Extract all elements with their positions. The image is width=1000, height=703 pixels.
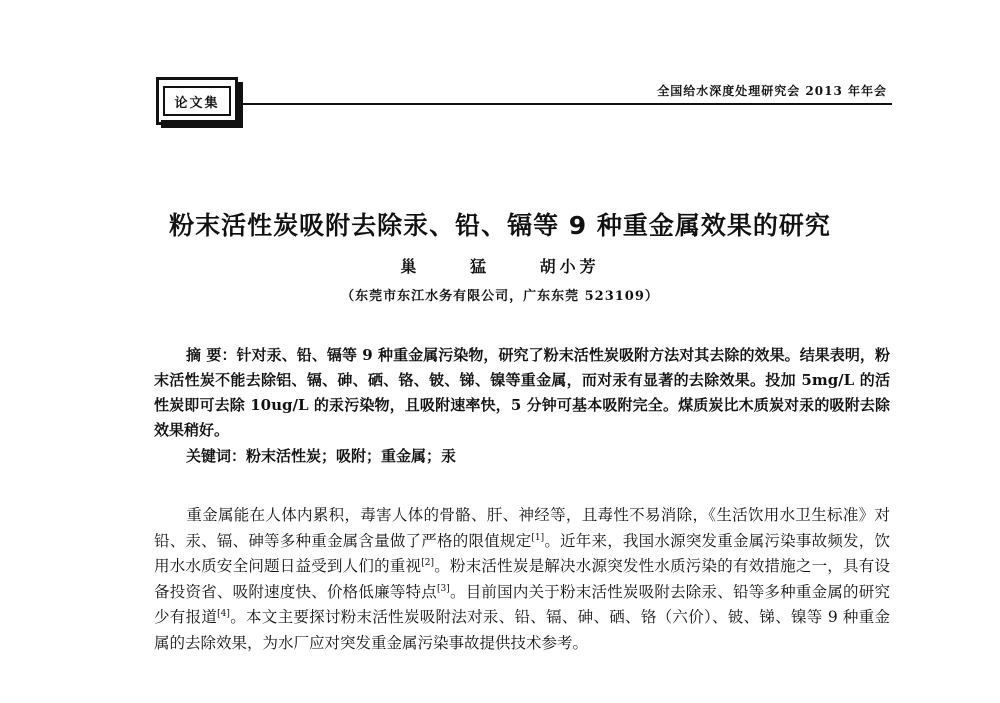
abstract-text: 针对汞、铅、镉等 9 种重金属污染物，研究了粉末活性炭吸附方法对其去除的效果。结果表明，粉末活性炭不能去除铝、镉、砷、硒、铬、铍、锑、镍等重金属，而对汞有显著的去除效果。投加 5mg/L 的活性炭即可去除 10ug/L 的汞污染物，且吸附速率快，5 分钟可基本吸附完全。煤质炭比木质炭对汞的吸附去除效果稍好。 (154, 346, 890, 439)
citation-ref[interactable]: [2] (421, 557, 435, 568)
keywords-label: 关键词： (186, 447, 247, 465)
body-paragraph (154, 503, 890, 656)
abstract (154, 343, 890, 443)
author-name: 胡小芳 (539, 257, 600, 276)
body-sentence: 重金属能在人体内累积，毒害人体的骨骼、肝、神经等，且毒性不易消除，《生活饮用水卫生标准》对铅、汞、镉、砷等多种重金属含量做了严格的限值规定 (154, 506, 890, 550)
citation-ref[interactable]: [3] (437, 583, 450, 594)
header-rule (243, 103, 892, 105)
section-tag-label: 论文集 (163, 86, 231, 116)
section-tag (156, 77, 238, 125)
keywords-text: 粉末活性炭；吸附；重金属；汞 (246, 447, 457, 465)
body-sentence: 。近年来，我国水源突发重金属污染事故频发，饮用水水质安全问题日益受到人们的重视 (154, 531, 890, 575)
author-name: 巢 猛 (400, 257, 490, 276)
body-sentence: 。粉末活性炭是解决水源突发性水质污染的有效措施之一，具有设备投资省、吸附速度快、价格低廉等特点 (154, 557, 890, 601)
keywords (186, 444, 886, 469)
body-sentence: 。本文主要探讨粉末活性炭吸附法对汞、铅、镉、砷、硒、铬（六价）、铍、锑、镍等 9 种重金属的去除效果，为水厂应对突发重金属污染事故提供技术参考。 (154, 608, 890, 652)
abstract-label: 摘 要： (186, 346, 237, 364)
body-sentence: 。目前国内关于粉末活性炭吸附去除汞、铅等多种重金属的研究少有报道 (154, 582, 890, 626)
conference-name: 全国给水深度处理研究会 2013 年年会 (657, 84, 887, 98)
citation-ref[interactable]: [1] (531, 532, 545, 543)
affiliation: （东莞市东江水务有限公司，广东东莞 523109） (341, 289, 659, 304)
citation-ref[interactable]: [4] (217, 608, 230, 619)
paper-title: 粉末活性炭吸附去除汞、铅、镉等 9 种重金属效果的研究 (169, 211, 831, 240)
author-list (0, 254, 1000, 277)
